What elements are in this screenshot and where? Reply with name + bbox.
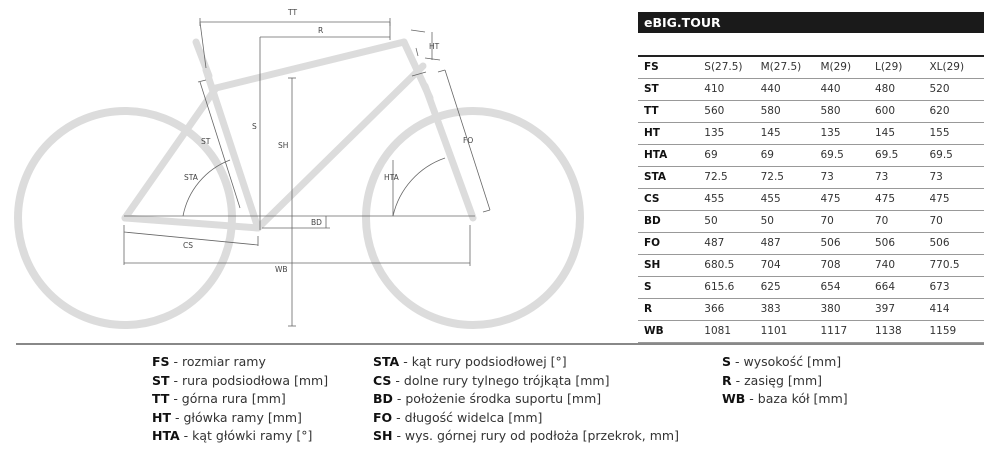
row-label: CS bbox=[644, 193, 660, 205]
legend-abbr: TT bbox=[152, 391, 170, 406]
cell: 475 bbox=[820, 193, 841, 205]
legend-abbr: HTA bbox=[152, 428, 180, 443]
label-r: R bbox=[318, 26, 324, 35]
table-row bbox=[638, 320, 984, 342]
label-wb: WB bbox=[275, 265, 288, 274]
cell: 72.5 bbox=[704, 171, 728, 183]
legend-abbr: FO bbox=[373, 409, 393, 425]
cell: 145 bbox=[760, 127, 781, 139]
legend-desc: - kąt rury podsiodłowej [°] bbox=[399, 354, 567, 369]
cell: 69 bbox=[704, 149, 718, 161]
legend-desc: - główka ramy [mm] bbox=[171, 409, 302, 425]
header-cell: FS bbox=[644, 61, 659, 74]
header-cell: S(27.5) bbox=[704, 61, 743, 74]
legend-item bbox=[722, 373, 848, 392]
row-label: ST bbox=[644, 83, 659, 95]
cell: 380 bbox=[820, 303, 841, 315]
cell: 520 bbox=[929, 83, 950, 95]
legend-desc: - dolne rury tylnego trójkąta [mm] bbox=[391, 372, 610, 388]
legend-item bbox=[373, 428, 679, 447]
cell: 620 bbox=[929, 105, 950, 117]
legend-item bbox=[722, 354, 848, 373]
legend-desc: - górna rura [mm] bbox=[169, 391, 286, 406]
legend-divider bbox=[16, 343, 984, 345]
cell: 625 bbox=[760, 281, 781, 293]
header-cell: M(27.5) bbox=[760, 61, 802, 74]
cell: 135 bbox=[704, 127, 725, 139]
legend-abbr: SH bbox=[373, 428, 393, 443]
cell: 383 bbox=[760, 303, 781, 315]
legend-abbr: ST bbox=[152, 372, 170, 388]
legend-abbr: BD bbox=[373, 391, 393, 406]
cell: 69.5 bbox=[820, 149, 844, 161]
cell: 155 bbox=[929, 127, 950, 139]
row-label: FO bbox=[644, 237, 661, 249]
legend-item bbox=[373, 373, 679, 392]
table-row bbox=[638, 166, 984, 188]
cell: 366 bbox=[704, 303, 725, 315]
cell: 70 bbox=[929, 215, 943, 227]
legend-column-1 bbox=[152, 354, 328, 447]
cell: 487 bbox=[704, 237, 725, 249]
row-label: S bbox=[644, 281, 652, 293]
header-cell: M(29) bbox=[820, 61, 852, 74]
table-row bbox=[638, 144, 984, 166]
cell: 580 bbox=[760, 105, 781, 117]
legend-desc: - położenie środka suportu [mm] bbox=[392, 391, 602, 406]
row-label: WB bbox=[644, 325, 664, 337]
legend-item bbox=[373, 391, 679, 410]
legend-item bbox=[152, 410, 328, 429]
label-sh: SH bbox=[278, 141, 289, 150]
cell: 455 bbox=[704, 193, 725, 205]
row-label: TT bbox=[644, 105, 659, 117]
geometry-diagram bbox=[0, 0, 625, 340]
legend-item bbox=[373, 354, 679, 373]
legend-desc: - zasięg [mm] bbox=[731, 372, 823, 388]
cell: 673 bbox=[929, 281, 950, 293]
label-tt: TT bbox=[288, 8, 298, 17]
legend-item bbox=[373, 410, 679, 429]
label-bd: BD bbox=[311, 218, 322, 227]
row-label: BD bbox=[644, 215, 661, 227]
cell: 475 bbox=[874, 193, 896, 205]
cell: 145 bbox=[874, 127, 896, 139]
table-row bbox=[638, 254, 984, 276]
cell: 708 bbox=[820, 259, 841, 271]
table-header-row bbox=[638, 56, 984, 78]
frame bbox=[125, 42, 473, 228]
legend-desc: - rura podsiodłowa [mm] bbox=[169, 372, 329, 388]
cell: 580 bbox=[820, 105, 841, 117]
row-label: HT bbox=[644, 127, 660, 139]
cell: 704 bbox=[760, 259, 781, 271]
legend-column-3 bbox=[722, 354, 848, 410]
cell: 480 bbox=[874, 83, 896, 95]
table-row bbox=[638, 100, 984, 122]
table-row bbox=[638, 276, 984, 298]
legend-abbr: S bbox=[722, 354, 732, 369]
label-fo: FO bbox=[463, 136, 474, 145]
cell: 455 bbox=[760, 193, 781, 205]
legend-item bbox=[152, 428, 328, 447]
cell: 70 bbox=[874, 215, 889, 227]
cell: 475 bbox=[929, 193, 950, 205]
cell: 615.6 bbox=[704, 281, 735, 293]
cell: 397 bbox=[874, 303, 896, 315]
legend-item bbox=[152, 354, 328, 373]
cell: 1101 bbox=[760, 325, 788, 337]
label-sta: STA bbox=[184, 173, 198, 182]
legend-item bbox=[152, 391, 328, 410]
table-row bbox=[638, 210, 984, 232]
cell: 654 bbox=[820, 281, 841, 293]
legend-desc: - wys. górnej rury od podłoża [przekrok, mm] bbox=[392, 428, 679, 443]
label-s: S bbox=[252, 122, 257, 131]
header-cell: L(29) bbox=[874, 61, 903, 74]
cell: 73 bbox=[929, 171, 943, 183]
cell: 560 bbox=[704, 105, 725, 117]
cell: 506 bbox=[874, 237, 896, 249]
cell: 69 bbox=[760, 149, 774, 161]
cell: 50 bbox=[704, 215, 718, 227]
legend-desc: - kąt główki ramy [°] bbox=[179, 428, 313, 443]
legend-abbr: R bbox=[722, 372, 732, 388]
cell: 414 bbox=[929, 303, 950, 315]
row-label: SH bbox=[644, 259, 661, 271]
header-cell: XL(29) bbox=[929, 61, 965, 74]
model-title: eBIG.TOUR bbox=[638, 12, 984, 33]
table-row bbox=[638, 298, 984, 320]
cell: 680.5 bbox=[704, 259, 735, 271]
cell: 440 bbox=[760, 83, 781, 95]
label-cs: CS bbox=[183, 241, 193, 250]
cell: 770.5 bbox=[929, 259, 960, 271]
cell: 70 bbox=[820, 215, 834, 227]
cell: 69.5 bbox=[874, 149, 899, 161]
label-st: ST bbox=[201, 137, 211, 146]
table-row bbox=[638, 232, 984, 254]
row-label: R bbox=[644, 303, 653, 315]
cell: 69.5 bbox=[929, 149, 953, 161]
cell: 440 bbox=[820, 83, 841, 95]
legend-abbr: FS bbox=[152, 354, 170, 369]
cell: 72.5 bbox=[760, 171, 784, 183]
legend-column-2 bbox=[373, 354, 679, 447]
cell: 664 bbox=[874, 281, 896, 293]
label-ht: HT bbox=[429, 42, 440, 51]
cell: 740 bbox=[874, 259, 896, 271]
cell: 1138 bbox=[874, 325, 902, 337]
table-row bbox=[638, 188, 984, 210]
table-row bbox=[638, 78, 984, 100]
cell: 506 bbox=[820, 237, 841, 249]
legend-desc: - wysokość [mm] bbox=[731, 354, 842, 369]
legend-item bbox=[722, 391, 848, 410]
legend-desc: - baza kół [mm] bbox=[745, 391, 848, 406]
cell: 135 bbox=[820, 127, 841, 139]
cell: 1081 bbox=[704, 325, 732, 337]
legend-abbr: CS bbox=[373, 372, 392, 388]
table-row bbox=[638, 122, 984, 144]
cell: 1117 bbox=[820, 325, 848, 337]
cell: 600 bbox=[874, 105, 896, 117]
cell: 410 bbox=[704, 83, 725, 95]
legend-desc: - długość widelca [mm] bbox=[392, 409, 543, 425]
cell: 73 bbox=[820, 171, 834, 183]
cell: 487 bbox=[760, 237, 781, 249]
legend-item bbox=[152, 373, 328, 392]
geometry-table-panel bbox=[638, 12, 984, 343]
cell: 506 bbox=[929, 237, 950, 249]
legend-abbr: HT bbox=[152, 409, 171, 425]
label-hta: HTA bbox=[384, 173, 399, 182]
cell: 73 bbox=[874, 171, 889, 183]
legend-desc: - rozmiar ramy bbox=[169, 354, 266, 369]
row-label: STA bbox=[644, 171, 667, 183]
legend-abbr: WB bbox=[722, 391, 746, 406]
cell: 50 bbox=[760, 215, 774, 227]
geometry-table bbox=[638, 55, 984, 343]
cell: 1159 bbox=[929, 325, 957, 337]
legend-abbr: STA bbox=[373, 354, 400, 369]
row-label: HTA bbox=[644, 149, 668, 161]
